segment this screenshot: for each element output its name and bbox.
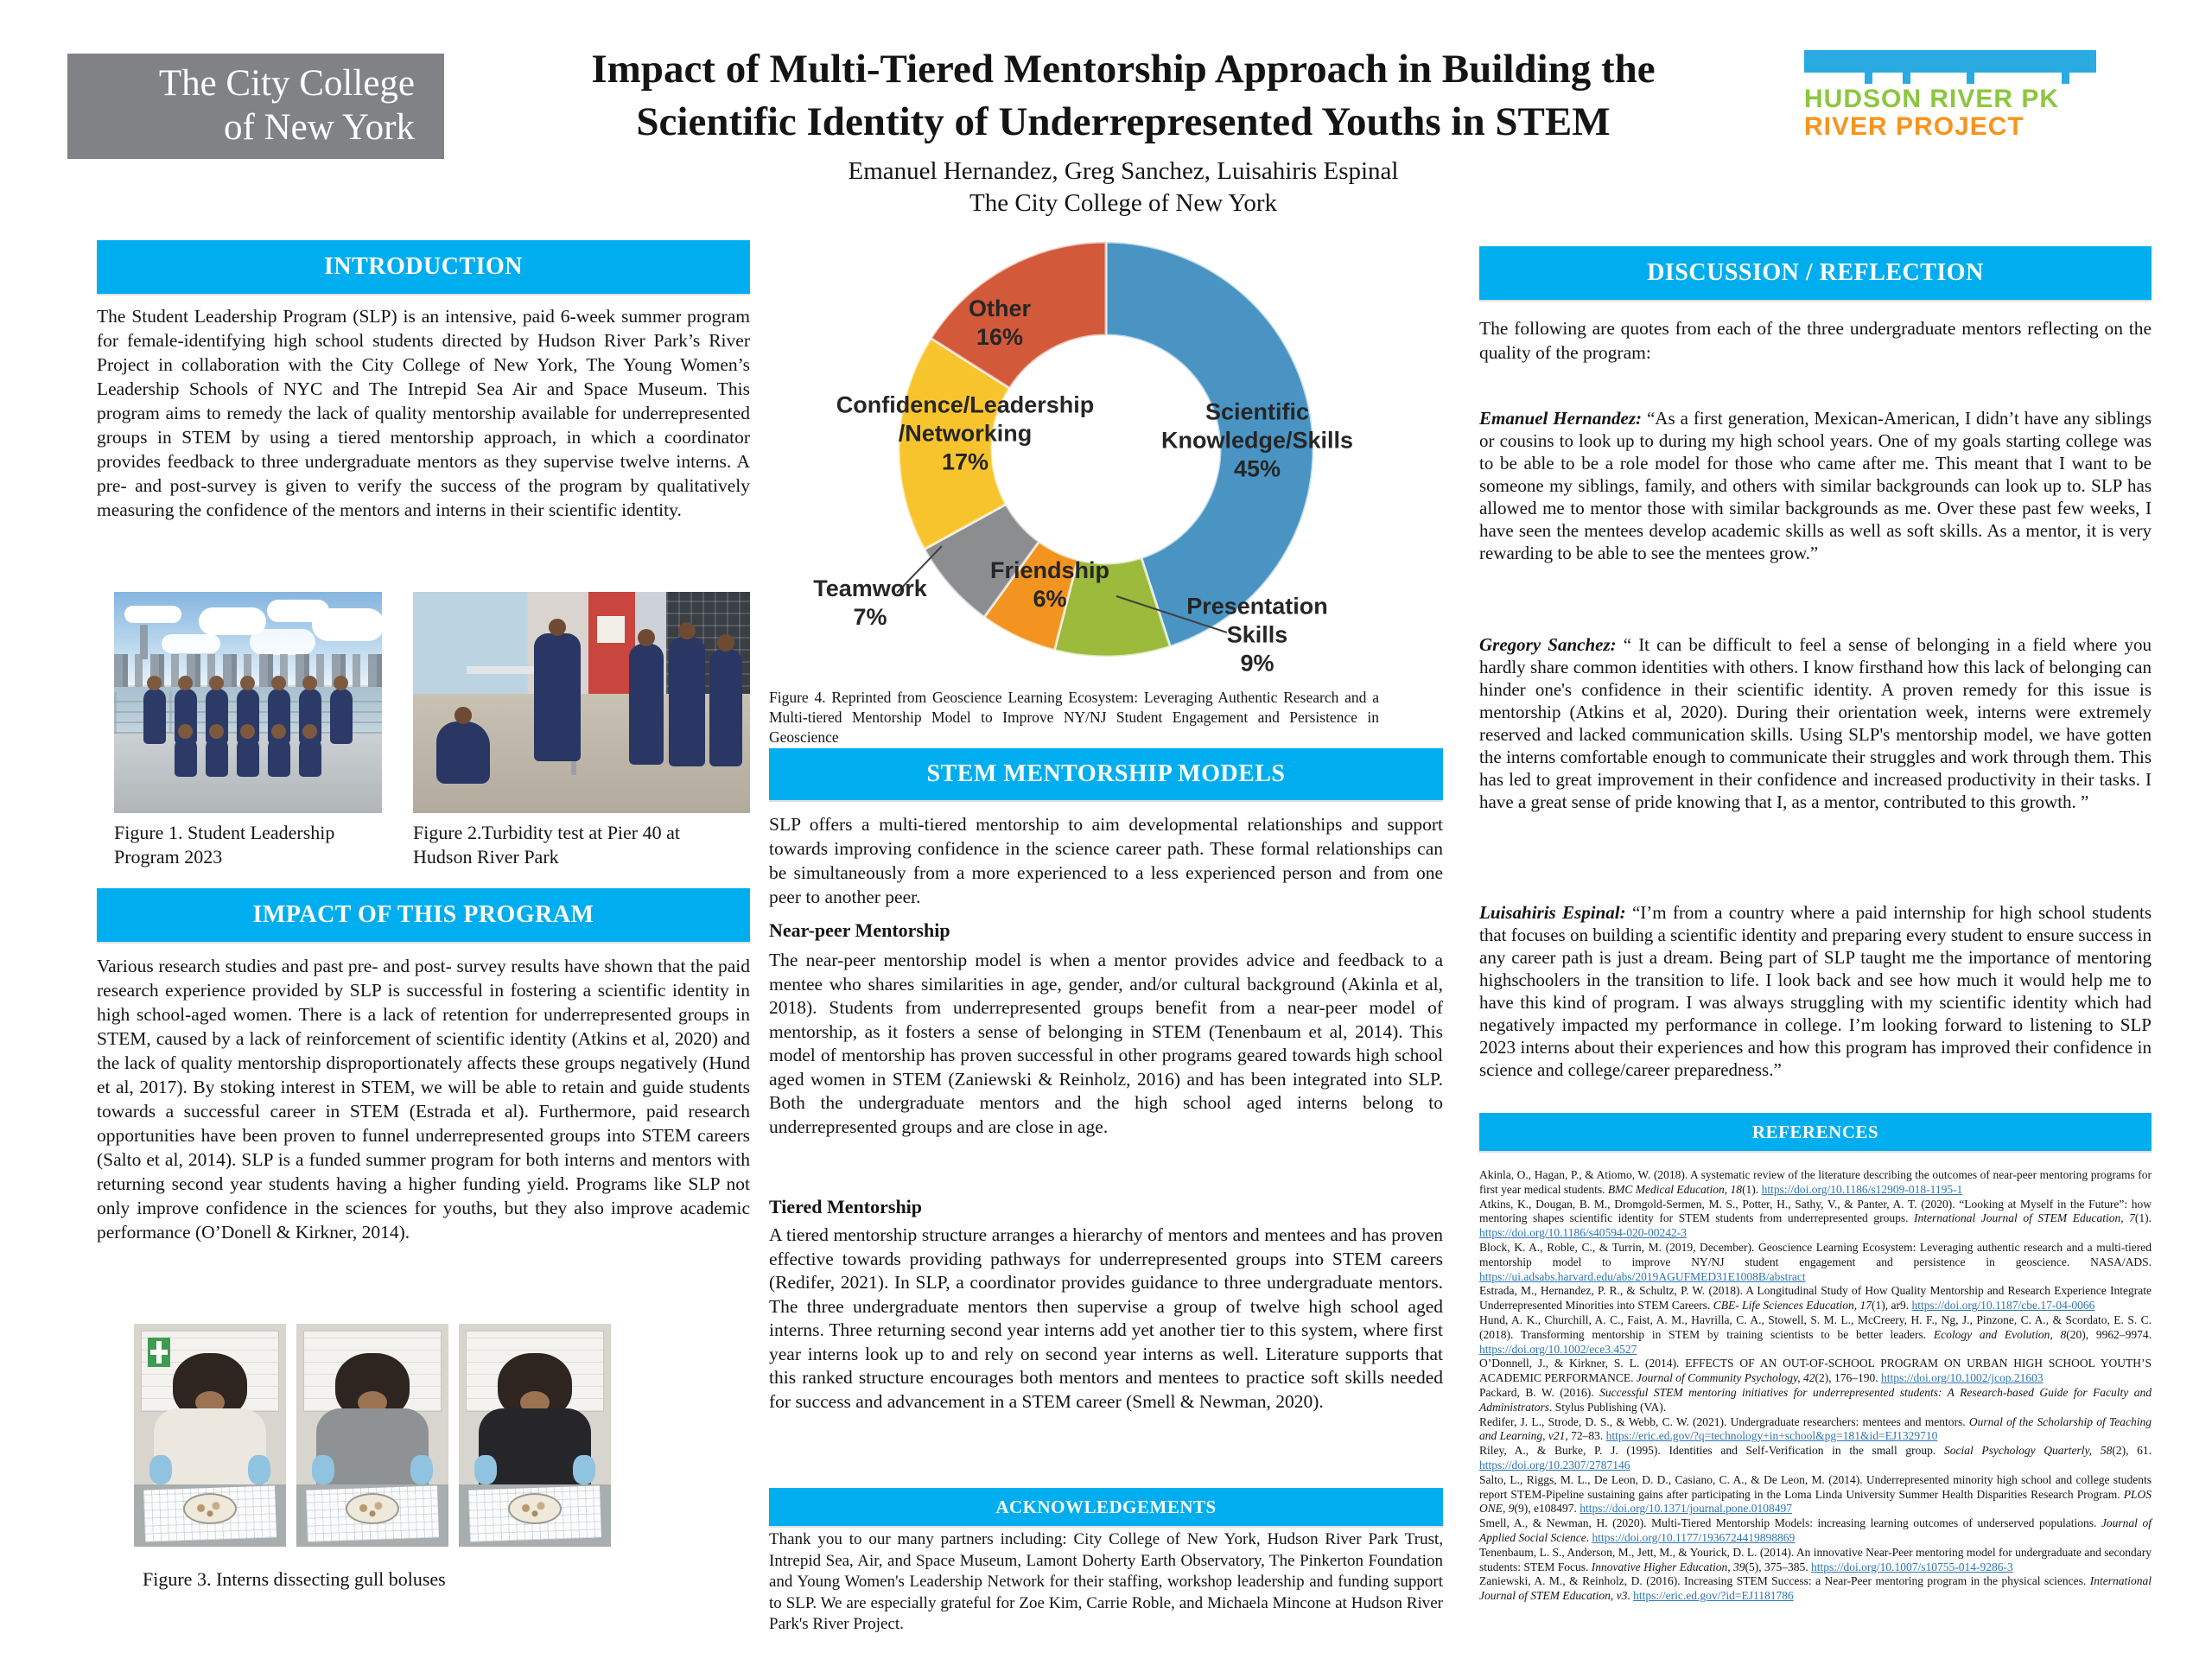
hrp-piling-icon (1865, 73, 1872, 84)
reference-text: , 72–83. (1565, 1429, 1606, 1443)
reference-text: Estrada, M., Hernandez, P. R., & Schultz, P. W. (2018). A Longitudinal Study of How Quality Mentorship and Research Experience Integrate Underrepresented Minorities into STEM Careers. (1479, 1284, 2152, 1313)
authors: Emanuel Hernandez, Greg Sanchez, Luisahiris Espinal (848, 157, 1399, 185)
reference-text: (5), 375–385. (1745, 1560, 1811, 1573)
chart-label-teamwork: Teamwork 7% (813, 575, 927, 630)
reference-text: Journal of Applied Social Science (1479, 1516, 2152, 1544)
reference-item (1479, 1386, 2152, 1415)
introduction-text: The Student Leadership Program (SLP) is an intensive, paid 6-week summer program for female-identifying high school students directed by Hudson River Park’s River Project in collaboration with the City College of New York, The Young Women’s Leadership Schools of NYC and The Intrepid Sea Air and Space Museum. This program aims to remedy the lack of quality mentorship available for underrepresented groups in STEM by using a tiered mentorship approach, in which a coordinator provides feedback to three undergraduate mentors as they supervise twelve interns. A pre- and post-survey is given to verify the success of the program by qualitatively measuring the confidence of the mentors and interns in their scientific identity. (97, 306, 750, 520)
chart-label-friendship: Friendship 6% (989, 557, 1110, 612)
reference-text: (1). (2134, 1211, 2152, 1225)
hudson-river-park-logo (1804, 50, 2108, 143)
reference-text: Packard, B. W. (2016). (1479, 1385, 1600, 1399)
person-silhouette (206, 737, 228, 777)
person-silhouette (175, 737, 197, 777)
reference-text: . (1627, 1589, 1634, 1603)
near-peer-text: The near-peer mentorship model is when a mentor provides advice and feedback to a mentee who shares similarities in age, gender, and/or cultural background (Akinla et al, 2018). Students from underrepresented groups benefit from a near-peer model of mentorship, as it fosters a sense of belonging in STEM (Tenenbaum et al, 2014). This model of mentorship has proven successful in other programs geared towards high school aged women in STEM (Zaniewski & Reinholz, 2016) and has been integrated into SLP. Both the undergraduate mentors and the high school aged interns belong to underrepresented groups and are close in age. (769, 950, 1443, 1137)
field-table (467, 666, 544, 674)
reference-link[interactable]: https://doi.org/10.1186/s40594-020-00242-3 (1479, 1226, 1688, 1240)
person-silhouette (143, 689, 166, 744)
hrp-piling-icon (1967, 73, 1974, 84)
reference-link[interactable]: https://doi.org/10.2307/2787146 (1479, 1458, 1630, 1471)
person-silhouette (669, 637, 705, 766)
acknowledgements-text: Thank you to our many partners including: City College of New York, Hudson River Park Trust, Intrepid Sea, Air, and Space Museum, Lamont Doherty Earth Observatory, The Pinkerton Foundation and Young Women's Leadership Network for their staffing, workshop leadership and funding support to SLP. We are especially grateful for Zoe Kim, Carrie Roble, and Michaela Mincone at Hudson River Park's River Project. (769, 1530, 1443, 1633)
hrp-piling-icon (2062, 73, 2069, 84)
hrp-logo-line1: HUDSON RIVER PK (1804, 85, 2060, 113)
figure1-caption: Figure 1. Student Leadership Program 2023 (114, 822, 335, 868)
reference-item (1479, 1313, 2152, 1357)
reference-link[interactable]: https://doi.org/10.1002/jcop.21603 (1881, 1371, 2044, 1385)
reference-text: (2), 61. (2112, 1444, 2152, 1458)
tiered-text: A tiered mentorship structure arranges a hierarchy of mentors and mentees and has proven effective towards providing pathways for underrepresented groups into STEM careers (Redifer, 2021). In SLP, a coordinator provides guidance to three undergraduate mentors. The three undergraduate mentors then supervise a group of twelve high school aged interns. Three returning second year interns add yet another tier to this system, where first year interns look up to and rely on second year interns as well. Literature supports that this ranked structure encourages both mentors and mentees to practice soft skills needed for success and advancement in a STEM career (Smell & Newman, 2020). (769, 1224, 1443, 1412)
first-aid-sign (148, 1338, 170, 1367)
quote-text: “ It can be difficult to feel a sense of belonging in a field where you hardly share common identities with others. I know firsthand how this lack of belonging can hinder one's confidence in their scientific identity. A proven remedy for this issue is mentorship (Atkins et al, 2020). During their orientation week, interns were extremely reserved and lacked communication skills. Using SLP's mentorship model, we have gotten the interns comfortable enough to communicate their struggles and work through them. This has led to great improvement in their confidence and increased productivity in their tasks. I have a great sense of pride knowing that I, as a mentor, contributed to this growth. ” (1479, 634, 2152, 812)
section-header-discussion: DISCUSSION / REFLECTION (1479, 246, 2152, 300)
reference-text: O’Donnell, J., & Kirkner, S. L. (2014). EFFECTS OF AN OUT-OF-SCHOOL PROGRAM ON URBAN HIGH SCHOOL YOUTH’S ACADEMIC PERFORMANCE. (1479, 1357, 2152, 1385)
dissection-dish (508, 1493, 562, 1524)
quote-luisahiris-espinal (1479, 901, 2152, 1081)
chart-label-other: Other 16% (968, 296, 1032, 350)
reference-item (1479, 1198, 2152, 1241)
quote-emanuel-hernandez (1479, 407, 2152, 564)
reference-text: International Journal of STEM Education, v3 (1479, 1574, 2152, 1603)
person-silhouette (237, 737, 259, 777)
reference-link[interactable]: https://doi.org/10.1177/1936724419898869 (1592, 1530, 1796, 1544)
reference-text: International Journal of STEM Education, 7 (1914, 1211, 2135, 1225)
quote-text: “As a first generation, Mexican-American, I didn’t have any siblings or cousins to look up to during my high school years. One of my goals starting college was to be able to be a role model for those who came after me. This meant that I want to be someone my siblings, family, and others with similar backgrounds can look up to. SLP has allowed me to mentor those with similar backgrounds as me. Over these past few weeks, I have seen the mentees develop academic skills as well as soft skills. As a mentor, it is very rewarding to be able to see the mentees grow.” (1479, 408, 2152, 563)
reference-item (1479, 1546, 2152, 1575)
tiered-heading: Tiered Mentorship (769, 1196, 923, 1217)
lab-glove (573, 1455, 595, 1484)
reference-text: Salto, L., Riggs, M. L., De Leon, D. D., Casiano, C. A., & De Leon, M. (2014). Underrepresented minority high school and college students report STEM-Pipeline sustaining gains after participating in the Loma Linda University Summer Health Disparities Research Program. (1479, 1472, 2152, 1501)
reference-item (1479, 1444, 2152, 1473)
person-silhouette (629, 644, 664, 765)
donut-chart (769, 226, 1443, 680)
figure3-photo-1 (134, 1324, 286, 1547)
lab-glove (149, 1455, 172, 1484)
reference-text: CBE- Life Sciences Education, 17 (1713, 1299, 1872, 1313)
reference-text: Atkins, K., Dougan, B. M., Dromgold-Sermen, M. S., Potter, H., Sathy, V., & Panter, A. T. (2020). “Looking at Myself in the Future”: how mentoring shapes scientific identity for STEM students from underrepresented groups. (1479, 1197, 2152, 1225)
ccny-logo-line1: The City College (158, 63, 415, 105)
reference-link[interactable]: https://doi.org/10.1007/s10755-014-9286-3 (1810, 1560, 2013, 1573)
figure2-photo (413, 592, 750, 813)
section-header-acknowledgements: ACKNOWLEDGEMENTS (769, 1488, 1443, 1526)
reference-link[interactable]: https://doi.org/10.1187/cbe.17-04-0066 (1911, 1299, 2095, 1313)
near-peer-heading: Near-peer Mentorship (769, 919, 950, 941)
reference-text: Ecology and Evolution, 8 (1933, 1327, 2067, 1341)
figure2-caption: Figure 2.Turbidity test at Pier 40 at Hudson River Park (413, 822, 681, 868)
reference-text: Social Psychology Quarterly, 58 (1943, 1444, 2113, 1458)
quote-gregory-sanchez (1479, 633, 2152, 813)
reference-text: Tenenbaum, L. S., Anderson, M., Jett, M., & Yourick, D. L. (2014). An innovative Near-Peer mentoring model for undergraduate and secondary students: STEM Focus. (1479, 1545, 2152, 1573)
figure1-photo (114, 592, 382, 813)
reference-link[interactable]: https://doi.org/10.1371/journal.pone.0108497 (1580, 1502, 1792, 1516)
reference-item (1479, 1574, 2152, 1604)
reference-text: Journal of Community Psychology, 42 (1636, 1371, 1815, 1385)
reference-text: (20), 9962–9974. (2066, 1327, 2152, 1341)
reference-item (1479, 1473, 2152, 1516)
reference-text: (2), 176–190. (1815, 1371, 1882, 1385)
reference-text: PLOS ONE, 9 (1479, 1487, 2152, 1516)
hrp-piling-icon (1903, 73, 1910, 84)
person-silhouette (268, 737, 290, 777)
reference-text: Smell, A., & Newman, H. (2020). Multi-Tiered Mentorship Models: increasing learning outcomes of underserved populations. (1479, 1516, 2101, 1530)
reference-list (1479, 1168, 2152, 1604)
reference-item (1479, 1415, 2152, 1445)
section-header-introduction: INTRODUCTION (97, 240, 750, 294)
lab-glove (410, 1455, 433, 1484)
reference-item (1479, 1241, 2152, 1284)
section-header-impact: IMPACT OF THIS PROGRAM (97, 888, 750, 942)
reference-text: (1). (1742, 1182, 1762, 1196)
reference-text: (1), ar9. (1872, 1299, 1912, 1313)
dissection-dish (183, 1493, 237, 1524)
quote-author: Gregory Sanchez: (1479, 634, 1617, 655)
reference-text: Ournal of the Scholarship of Teaching and Learning, v21 (1479, 1414, 2152, 1443)
lab-glove (474, 1455, 497, 1484)
reference-text: Innovative Higher Education, 39 (1591, 1560, 1745, 1573)
figure3-photo-3 (459, 1324, 611, 1547)
section-header-stem-models: STEM MENTORSHIP MODELS (769, 748, 1443, 800)
person-silhouette (299, 737, 321, 777)
reference-text: Hund, A. K., Churchill, A. C., Faist, A. M., Havrilla, C. A., Stowell, S. M. L., McCreery, H. F., Ng, J., Pinzone, C. A., & Scordato, E. S. C. (2018). Transforming mentorship in STEM by training scientists to be better leaders. (1479, 1313, 2152, 1341)
reference-item (1479, 1284, 2152, 1313)
person-silhouette (436, 721, 490, 784)
reference-text: Riley, A., & Burke, P. J. (1995). Identities and Self-Verification in the small group. (1479, 1444, 1944, 1458)
people-row (114, 737, 382, 777)
reference-item (1479, 1516, 2152, 1546)
chart-label-scientific-knowledge-skills: Scientific Knowledge/Skills 45% (1160, 398, 1354, 482)
ccny-logo-line2: of New York (224, 107, 415, 148)
figure3-photo-2 (296, 1324, 448, 1547)
quote-author: Emanuel Hernandez: (1479, 408, 1642, 429)
reference-link[interactable]: https://doi.org/10.1002/ece3.4527 (1479, 1342, 1637, 1356)
affiliation: The City College of New York (969, 189, 1278, 217)
person-silhouette (709, 649, 742, 766)
ccny-logo (67, 54, 444, 159)
hrp-pier-bar-icon (1804, 50, 2096, 73)
reference-text: BMC Medical Education, 18 (1607, 1182, 1743, 1196)
reference-link[interactable]: https://eric.ed.gov/?q=technology+in+school&pg=181&id=EJ1329710 (1605, 1429, 1938, 1443)
dissection-dish (346, 1493, 399, 1524)
section-header-references: REFERENCES (1479, 1113, 2152, 1151)
reference-text: (9), e108497. (1514, 1502, 1580, 1516)
title-block (449, 43, 1797, 218)
lab-glove (312, 1455, 334, 1484)
chart-label-confidence-leadership-networking: Confidence/Leadership /Networking 17% (836, 391, 1095, 475)
figure4-caption: Figure 4. Reprinted from Geoscience Learning Ecosystem: Leveraging Authentic Research and a Multi-tiered Mentorship Model to Improve NY/NJ Student Engagement and Persistence in Geoscience (769, 689, 1379, 746)
hrp-logo-line2: RIVER PROJECT (1804, 112, 2024, 141)
reference-item (1479, 1168, 2152, 1198)
discussion-intro-text: The following are quotes from each of the three undergraduate mentors reflecting on the quality of the program: (1479, 318, 2152, 363)
quote-text: “I’m from a country where a paid internship for high school students that focuses on building a scientific identity and preparing every student to ensure success in any career path is just a dream. Being part of SLP taught me the importance of mentoring highschoolers in the transition to life. I look back and see how much it would help me to have this kind of program. I was always struggling with my scientific identity which had negatively impacted my performance in college. I’m looking forward to listening to SLP 2023 interns about their experiences and how this program has improved their confidence in science and college/career preparedness.” (1479, 902, 2152, 1080)
lab-glove (248, 1455, 270, 1484)
figure3-caption: Figure 3. Interns dissecting gull boluses (143, 1568, 446, 1590)
title-line1: Impact of Multi-Tiered Mentorship Approach in Building the (591, 47, 1656, 92)
reference-item (1479, 1357, 2152, 1386)
reference-text: Zaniewski, A. M., & Reinholz, D. (2016). Increasing STEM Success: a Near-Peer mentoring program in the physical sciences. (1479, 1574, 2090, 1588)
impact-text: Various research studies and past pre- and post- survey results have shown that the paid research experience provided by SLP is successful in fostering a scientific identity in high school-aged women. There is a lack of retention for underrepresented groups in STEM, caused by a lack of reinforcement of scientific identity (Atkins et al, 2020) and the lack of quality mentorship disproportionately affects these groups negatively (Hund et al, 2017). By stoking interest in STEM, we will be able to retain and guide students towards a successful career in STEM (Estrada et al). Furthermore, paid research opportunities have been proven to funnel underrepresented groups into STEM careers (Salto et al, 2014). SLP is a funded summer program for both interns and mentors with returning second year students having a higher funding yield. Programs like SLP not only improve confidence in the sciences for youths, but they also improve academic performance (O’Donell & Kirkner, 2014). (97, 956, 750, 1243)
reference-text: Akinla, O., Hagan, P., & Atiomo, W. (2018). A systematic review of the literature describing the outcomes of near-peer mentoring programs for first year medical students. (1479, 1168, 2152, 1196)
reference-text: Block, K. A., Roble, C., & Turrin, M. (2019, December). Geoscience Learning Ecosystem: Leveraging authentic research and a multi-tiered mentorship model to improve NY/NJ student engagement and persistence in geoscience. NASA/ADS. (1479, 1240, 2152, 1268)
reference-text: Redifer, J. L., Strode, D. S., & Webb, C. W. (2021). Undergraduate researchers: mentees and mentors. (1479, 1414, 1969, 1428)
quote-author: Luisahiris Espinal: (1479, 902, 1626, 923)
reference-link[interactable]: https://ui.adsabs.harvard.edu/abs/2019AGUFMED31E1008B/abstract (1479, 1269, 1806, 1283)
reference-link[interactable]: https://eric.ed.gov/?id=EJ1181786 (1633, 1589, 1794, 1603)
reference-link[interactable]: https://doi.org/10.1186/s12909-018-1195-1 (1761, 1182, 1963, 1196)
title-line2: Scientific Identity of Underrepresented Youths in STEM (636, 99, 1611, 144)
reference-text: Successful STEM mentoring initiatives for underrepresented students: A Research-based Guide for Faculty and Administrators (1479, 1385, 2152, 1414)
reference-text: . Stylus Publishing (VA). (1549, 1400, 1667, 1414)
chart-label-presentation-skills: Presentation Skills 9% (1186, 593, 1328, 677)
reference-text: . (1586, 1530, 1592, 1544)
person-silhouette (534, 633, 581, 761)
person-silhouette (330, 689, 353, 744)
stem-models-text: SLP offers a multi-tiered mentorship to aim developmental relationships and support towards improving confidence in the science career path. These formal relationships can be simultaneously from a more experienced to a less experienced person and from one peer to another peer. (769, 814, 1443, 907)
page-title (449, 43, 1797, 149)
